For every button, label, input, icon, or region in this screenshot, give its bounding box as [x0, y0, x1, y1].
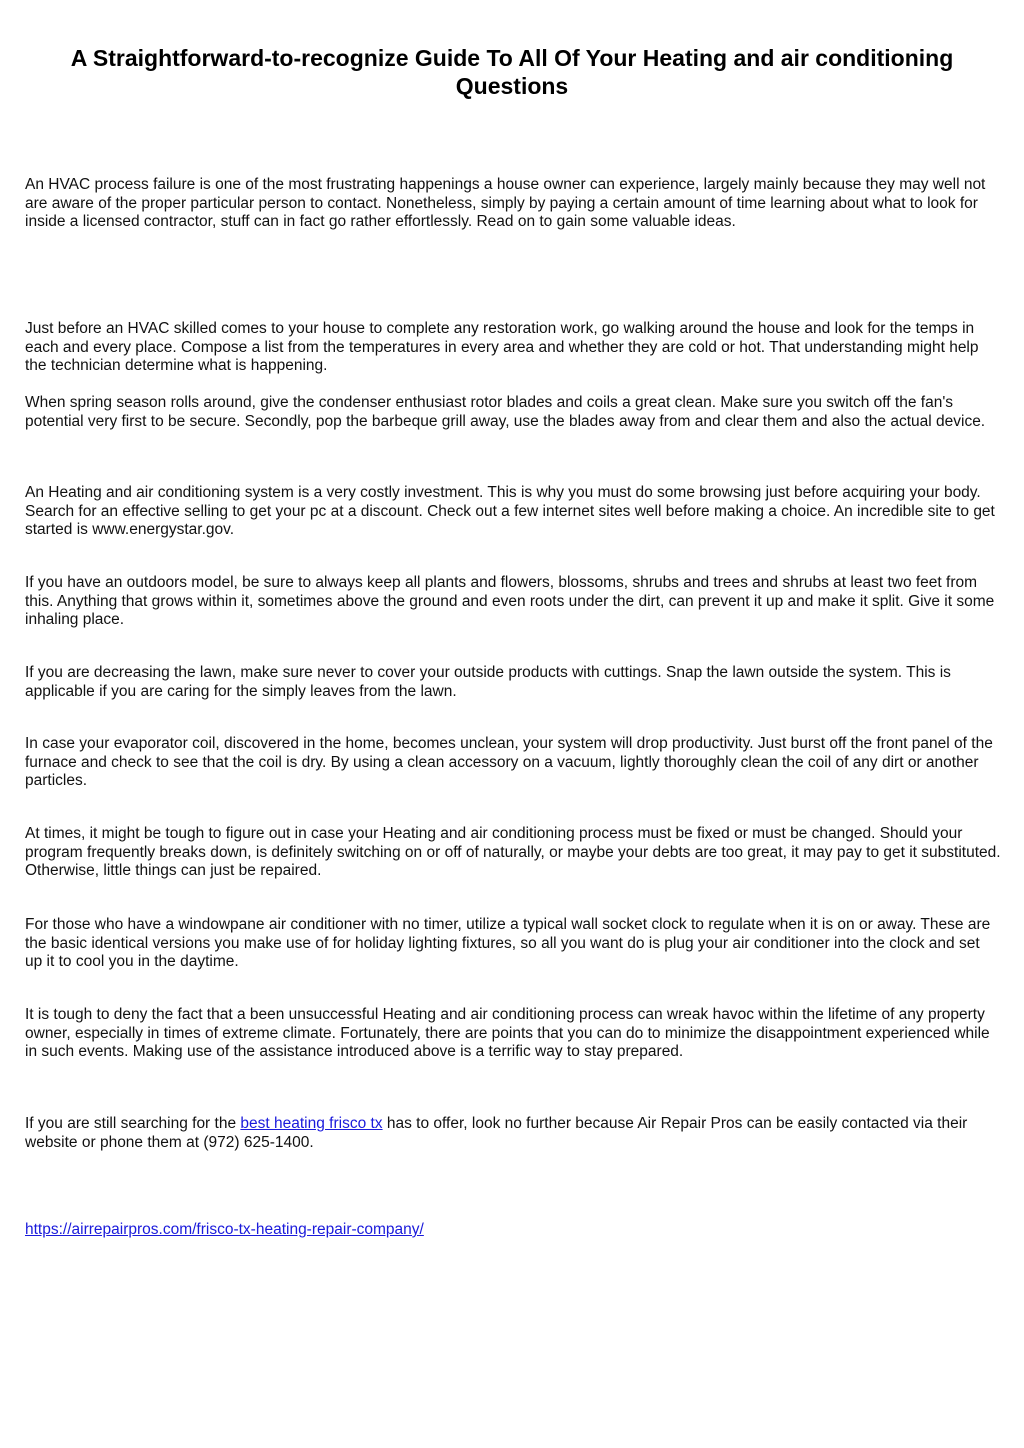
paragraph-closing: [25, 1115, 1001, 1152]
paragraph-window-unit: For those who have a windowpane air conditioner with no timer, utilize a typical wall socket clock to regulate when it is on or away. These are the basic identical versions you make use of for holiday lighting fixtures, so all you want do is plug your air conditioner into the clock and set up it to cool you in the daytime.: [25, 916, 991, 971]
paragraph-spring-cleaning: When spring season rolls around, give the condenser enthusiast rotor blades and coils a great clean. Make sure you switch off the fan's potential very first to be secure. Secondly, pop the barbeque grill away, use the blades away from and clear them and also the actual device.: [25, 394, 986, 430]
paragraph-conclusion: It is tough to deny the fact that a been unsuccessful Heating and air conditioning process can wreak havoc within the lifetime of any property owner, especially in times of extreme climate. Fortunately, there are points that you can do to minimize the disappointment experienced while in such events. Making use of the assistance introduced above is a terrific way to stay prepared.: [25, 1006, 990, 1061]
paragraph-temperatures: Just before an HVAC skilled comes to your house to complete any restoration work, go walking around the house and look for the temps in each and every place. Compose a list from the temperatures in every area and whether they are cold or hot. That understanding might help the technician determine what is happening.: [25, 320, 979, 375]
paragraph-evaporator-coil: In case your evaporator coil, discovered in the home, becomes unclean, your system will drop productivity. Just burst off the front panel of the furnace and check to see that the coil is dry. By using a clean accessory on a vacuum, lightly thoroughly clean the coil of any dirt or another particles.: [25, 735, 993, 790]
paragraph-outdoor-unit: If you have an outdoors model, be sure to always keep all plants and flowers, blossoms, shrubs and trees and shrubs at least two feet from this. Anything that grows within it, sometimes above the ground and even roots under the dirt, can prevent it up and make it split. Give it some inhaling place.: [25, 574, 995, 629]
paragraph-repair-or-replace: At times, it might be tough to figure out in case your Heating and air conditioning process must be fixed or must be changed. Should your program frequently breaks down, is definitely switching on or off of naturally, or maybe your debts are too great, it may pay to get it substituted. Otherwise, little things can just be repaired.: [25, 825, 1001, 880]
best-heating-link[interactable]: best heating frisco tx: [240, 1115, 383, 1132]
page-title: A Straightforward-to-recognize Guide To All Of Your Heating and air conditioning Questions: [70, 45, 954, 99]
footer-url-link[interactable]: https://airrepairpros.com/frisco-tx-heating-repair-company/: [25, 1221, 424, 1238]
paragraph-investment: An Heating and air conditioning system is a very costly investment. This is why you must do some browsing just before acquiring your body. Search for an effective selling to get your pc at a discount. Check out a few internet sites well before making a choice. An incredible site to get started is www.energystar.gov.: [25, 484, 995, 539]
paragraph-lawn: If you are decreasing the lawn, make sure never to cover your outside products with cuttings. Snap the lawn outside the system. This is applicable if you are caring for the simply leaves from the lawn.: [25, 664, 951, 700]
footer-url-line: [25, 1221, 1001, 1240]
closing-text-after-link: has to offer, look no further because Air Repair Pros can be easily contacted via their website or phone them at (972) 625-1400.: [25, 1115, 968, 1151]
closing-text-before-link: If you are still searching for the: [25, 1115, 241, 1132]
paragraph-intro: An HVAC process failure is one of the most frustrating happenings a house owner can experience, largely mainly because they may well not are aware of the proper particular person to contact. Nonetheless, simply by paying a certain amount of time learning about what to look for inside a licensed contractor, stuff can in fact go rather effortlessly. Read on to gain some valuable ideas.: [25, 176, 986, 231]
